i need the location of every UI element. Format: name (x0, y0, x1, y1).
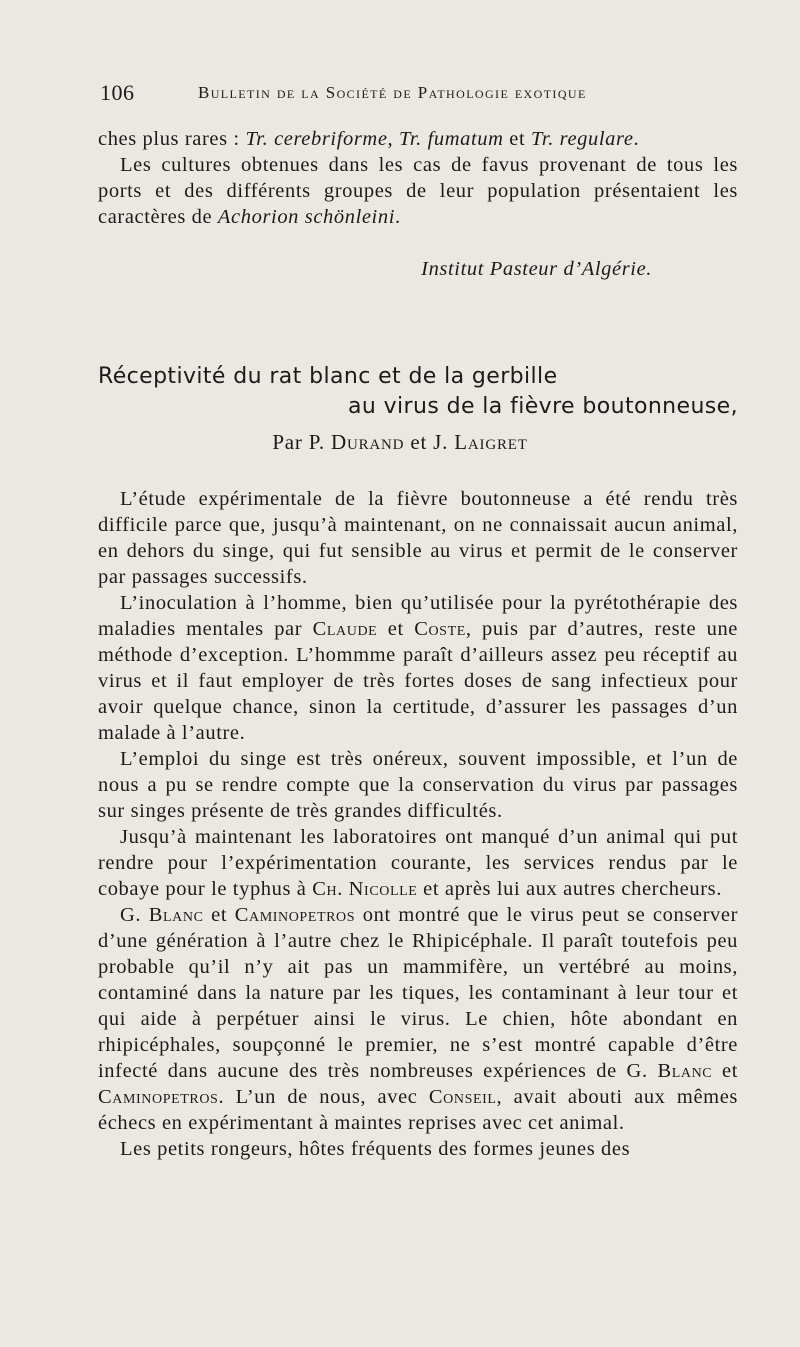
article-paragraph-4: Jusqu’à maintenant les laboratoires ont manqué d’un animal qui put rendre pour l’expérimentation courante, les services rendus par le cobaye pour le typhus à Ch. Nicolle et après lui aux autres chercheurs. (98, 826, 738, 900)
species-name: Achorion schönleini (217, 206, 396, 228)
species-name: Tr. cerebriforme (245, 128, 388, 150)
affiliation: Institut Pasteur d’Algérie. (421, 258, 652, 280)
article-paragraph-1: L’étude expérimentale de la fièvre boutonneuse a été rendu très difficile parce que, jusqu’à maintenant, on ne connaissait aucun animal, en dehors du singe, qui fut sensible au virus et permit de le conserver par passages successifs. (98, 488, 738, 588)
author-name: Laigret (454, 430, 528, 454)
author-name: Conseil (428, 1086, 497, 1108)
continued-paragraph-1: ches plus rares : Tr. cerebriforme, Tr. fumatum et Tr. regulare. (98, 128, 640, 150)
author-name: Coste (414, 618, 466, 640)
article-body (98, 486, 738, 1162)
author-name: Caminopetros (98, 1086, 219, 1108)
page-header (100, 80, 740, 112)
species-name: Tr. regulare (531, 128, 634, 150)
article-paragraph-6: Les petits rongeurs, hôtes fréquents des formes jeunes des (120, 1138, 631, 1160)
article-paragraph-3: L’emploi du singe est très onéreux, souvent impossible, et l’un de nous a pu se rendre compte que la conservation du virus par passages sur singes présente de très grandes difficultés. (98, 748, 738, 822)
article-title-line-1: Réceptivité du rat blanc et de la gerbille (98, 364, 558, 389)
species-name: Tr. fumatum (398, 128, 504, 150)
article-paragraph-2: L’inoculation à l’homme, bien qu’utilisée pour la pyrétothérapie des maladies mentales par Claude et Coste, puis par d’autres, reste une méthode d’exception. L’hommme paraît d’ailleurs assez peu réceptif au virus et il faut employer de très fortes doses de sang infectieux pour avoir quelque chance, sinon la certitude, d’assurer les passages d’un malade à l’autre. (98, 592, 738, 744)
running-title: Bulletin de la Société de Pathologie exotique (198, 83, 587, 102)
continued-paragraph-2: Les cultures obtenues dans les cas de favus provenant de tous les ports et des différents groupes de leur population présentaient les caractères de Achorion schönleini. (98, 154, 738, 228)
article-paragraph-5: G. Blanc et Caminopetros ont montré que le virus peut se conserver d’une génération à l’autre chez le Rhipicéphale. Il paraît toutefois peu probable qu’il n’y ait pas un mammifère, un vertébré au moins, contaminé dans la nature par les tiques, les contaminant à leur tour et qui aide à perpétuer ainsi le virus. Le chien, hôte abondant en rhipicéphales, soupçonné le premier, ne s’est montré capable d’être infecté dans aucune des très nombreuses expériences de G. Blanc et Caminopetros. L’un de nous, avec Conseil, avait abouti aux mêmes échecs en expérimentant à maintes reprises avec cet animal. (98, 904, 739, 1134)
article-title-line-2: au virus de la fièvre boutonneuse, (348, 394, 738, 419)
author-name: Ch. Nicolle (312, 878, 418, 900)
author-name: Caminopetros (234, 904, 356, 926)
author-name: Blanc (148, 904, 204, 926)
author-name: Blanc (657, 1060, 713, 1082)
author-name: Claude (312, 618, 378, 640)
continued-text (98, 126, 738, 230)
article-byline: Par P. Durand et J. Laigret (272, 430, 528, 454)
page-number: 106 (100, 80, 135, 105)
author-name: Durand (331, 430, 405, 454)
